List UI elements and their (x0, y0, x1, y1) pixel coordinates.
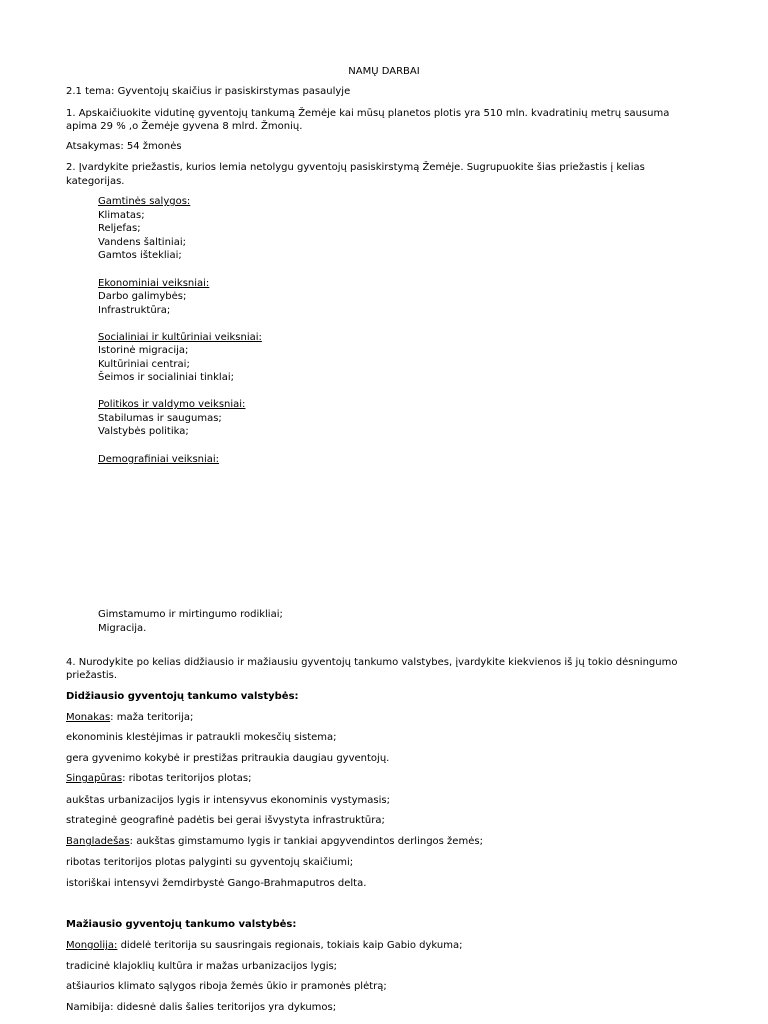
list-item: Stabilumas ir saugumas; (98, 413, 222, 424)
question-2-line-2: kategorijas. (66, 176, 125, 187)
category-heading-demographic: Demografiniai veiksniai: (98, 454, 220, 465)
list-item: Valstybės politika; (98, 426, 189, 437)
list-item (66, 711, 193, 724)
category-heading-political: Politikos ir valdymo veiksniai: (98, 399, 246, 410)
lowest-density-heading: Mažiausio gyventojų tankumo valstybės: (66, 919, 297, 930)
country-text: : ribotas teritorijos plotas; (122, 773, 252, 784)
country-text: : aukštas gimstamumo lygis ir tankiai apgyvendintos derlingos žemės; (129, 836, 483, 847)
list-item: Vandens šaltiniai; (98, 237, 186, 248)
list-item: ekonominis klestėjimas ir patraukli mokesčių sistema; (66, 732, 337, 743)
list-item (66, 939, 462, 952)
list-item: Infrastruktūra; (98, 305, 171, 316)
country-name-monaco: Monakas (66, 712, 111, 723)
list-item: strateginė geografinė padėtis bei gerai išvystyta infrastruktūra; (66, 815, 385, 826)
category-heading-economic: Ekonominiai veiksniai: (98, 278, 210, 289)
list-item: Migracija. (98, 623, 147, 634)
question-2-line-1: 2. Įvardykite priežastis, kurios lemia netolygu gyventojų pasiskirstymą Žemėje. Sugrupuokite šias priežastis į kelias (66, 162, 645, 173)
list-item: tradicinė klajoklių kultūra ir mažas urbanizacijos lygis; (66, 961, 338, 972)
list-item: Kultūriniai centrai; (98, 359, 190, 370)
list-item: gera gyvenimo kokybė ir prestižas pritraukia daugiau gyventojų. (66, 753, 390, 764)
list-item: istoriškai intensyvi žemdirbystė Gango-Brahmaputros delta. (66, 878, 367, 889)
category-heading-social: Socialiniai ir kultūriniai veiksniai: (98, 332, 262, 343)
list-item: Klimatas; (98, 210, 145, 221)
country-name-bangladesh: Bangladešas (66, 836, 130, 847)
topic-line: 2.1 tema: Gyventojų skaičius ir pasiskirstymas pasaulyje (66, 86, 351, 97)
list-item: atšiaurios klimato sąlygos riboja žemės ūkio ir pramonės plėtrą; (66, 981, 387, 992)
question-4-line-2: priežastis. (66, 670, 118, 681)
country-text: didelė teritorija su sausringais regionais, tokiais kaip Gabio dykuma; (117, 940, 463, 951)
country-name-mongolia: Mongolija: (66, 940, 118, 951)
list-item: Gimstamumo ir mirtingumo rodikliai; (98, 609, 283, 620)
question-1-line-1: 1. Apskaičiuokite vidutinę gyventojų tankumą Žemėje kai mūsų planetos plotis yra 510 mln. kvadratinių metrų sausuma (66, 108, 670, 119)
question-4-line-1: 4. Nurodykite po kelias didžiausio ir mažiausiu gyventojų tankumo valstybes, įvardykite kiekvienos iš jų tokio dėsningumo (66, 657, 678, 668)
category-heading-nature: Gamtinės salygos: (98, 196, 191, 207)
list-item: Gamtos ištekliai; (98, 250, 182, 261)
list-item: ribotas teritorijos plotas palyginti su gyventojų skaičiumi; (66, 857, 354, 868)
page-title: NAMŲ DARBAI (348, 66, 420, 77)
list-item: Namibija: didesnė dalis šalies teritorijos yra dykumos; (66, 1002, 337, 1013)
list-item (66, 772, 251, 785)
question-1-line-2: apima 29 % ,o Žemėje gyvena 8 mlrd. Žmonių. (66, 121, 303, 132)
highest-density-heading: Didžiausio gyventojų tankumo valstybės: (66, 691, 299, 702)
list-item: Šeimos ir socialiniai tinklai; (98, 372, 234, 383)
answer-1: Atsakymas: 54 žmonės (66, 141, 182, 152)
list-item: Reljefas; (98, 223, 141, 234)
list-item: Darbo galimybės; (98, 291, 187, 302)
list-item (66, 835, 483, 848)
country-text: : maža teritorija; (110, 712, 194, 723)
list-item: Istorinė migracija; (98, 345, 189, 356)
list-item: aukštas urbanizacijos lygis ir intensyvus ekonominis vystymasis; (66, 795, 390, 806)
country-name-singapore: Singapūras (66, 773, 123, 784)
